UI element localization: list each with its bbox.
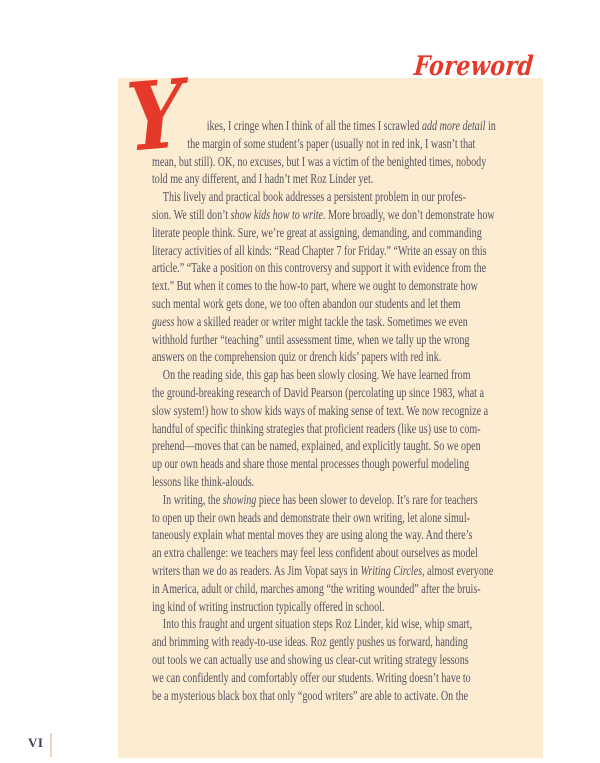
text-line: told me any different, and I hadn’t met Roz Linder yet. [152,172,374,188]
text-line: literacy activities of all kinds: “Read Chapter 7 for Friday.” “Write an essay on this [152,243,487,259]
text-line: guess how a skilled reader or writer might tackle the task. Sometimes we even [152,314,468,330]
text-line: ikes, I cringe when I think of all the times I scrawled add more detail in [206,119,496,134]
text-line: ing kind of writing instruction typically offered in school. [152,599,385,615]
text-column [152,118,541,705]
text-line: literate people think. Sure, we’re great at assigning, demanding, and commanding [152,225,482,241]
paragraph [152,616,541,705]
text-line: we can confidently and comfortably offer our students. Writing doesn’t have to [152,670,471,686]
text-line: withhold further “teaching” until assessment time, when we tally up the wrong [152,332,470,348]
text-line: text.” But when it comes to the how-to part, where we ought to demonstrate how [152,279,478,295]
page-title: Foreword [412,51,535,82]
text-line: On the reading side, this gap has been slowly closing. We have learned from [162,368,471,384]
paragraph [152,118,541,189]
text-line: be a mysterious black box that only “good writers” are able to activate. On the [152,688,469,704]
text-line: an extra challenge: we teachers may feel less confident about ourselves as model [152,546,478,562]
text-line: Into this fraught and urgent situation steps Roz Linder, kid wise, whip smart, [162,617,473,633]
text-line: slow system!) how to show kids ways of making sense of text. We now recognize a [152,403,489,419]
paragraph [152,492,541,617]
page-number: VI [28,735,44,750]
text-line: the margin of some student’s paper (usually not in red ink, I wasn’t that [187,136,476,152]
text-line: taneously explain what mental moves they are using along the way. And there’s [152,528,473,544]
text-line: to open up their own heads and demonstrate their own writing, let alone simul- [152,510,471,526]
text-line: answers on the comprehension quiz or drench kids’ papers with red ink. [152,350,442,366]
text-line: sion. We still don’t show kids how to write. More broadly, we don’t demonstrate how [152,207,495,223]
text-line: prehend—moves that can be named, explained, and explicitly taught. So we open [152,439,481,455]
text-line: and brimming with ready-to-use ideas. Roz gently pushes us forward, handing [152,635,468,651]
text-line: up our own heads and share those mental processes though powerful modeling [152,457,470,473]
text-line: the ground-breaking research of David Pearson (percolating up since 1983, what a [152,385,484,401]
text-line: such mental work gets done, we too often abandon our students and let them [152,296,461,312]
drop-cap-letter: Y [123,59,188,174]
text-line: writers than we do as readers. As Jim Vopat says in Writing Circles, almost everyone [152,563,494,579]
text-line: handful of specific thinking strategies that proficient readers (like us) use to com- [152,421,481,437]
text-line: out tools we can actually use and showing us clear-cut writing strategy lessons [152,652,469,668]
text-line: This lively and practical book addresses a persistent problem in our profes- [162,190,466,206]
text-line: mean, but still). OK, no excuses, but I was a victim of the benighted times, nobody [152,154,487,170]
text-line: article.” “Take a position on this controversy and support it with evidence from the [152,261,487,277]
text-line: In writing, the showing piece has been slower to develop. It’s rare for teachers [162,492,478,508]
paragraph [152,189,541,367]
text-line: lessons like think-alouds. [152,474,255,490]
text-line: in America, adult or child, marches among “the writing wounded” after the bruis- [152,581,481,597]
page-number-rule [50,733,52,757]
paragraph [152,367,541,492]
